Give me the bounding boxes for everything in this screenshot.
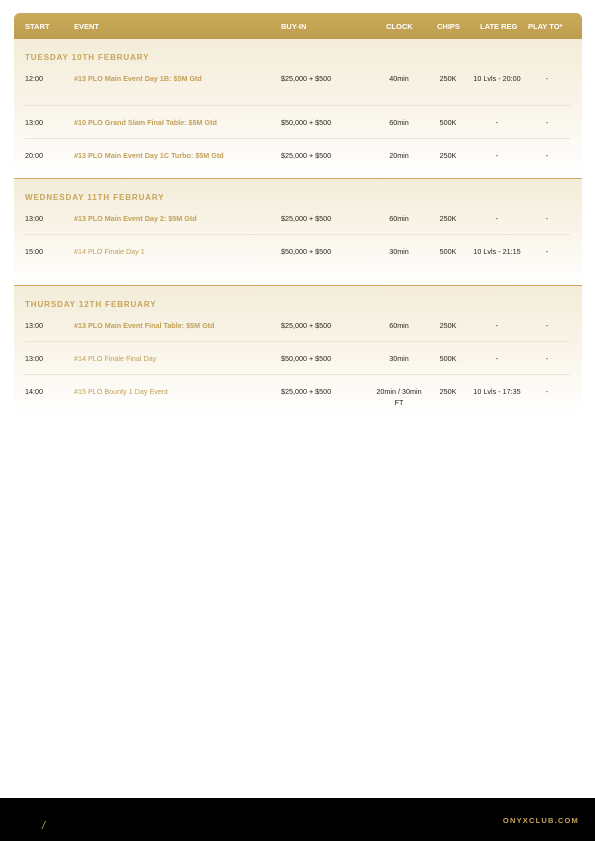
day-section bbox=[14, 286, 582, 415]
play-to: - bbox=[545, 387, 549, 396]
start-time: 13:00 bbox=[25, 321, 43, 330]
late-reg: 10 Lvls - 21:15 bbox=[473, 247, 521, 256]
event-name: #13 PLO Main Event Final Table: $5M Gtd bbox=[74, 321, 215, 330]
row-divider bbox=[25, 341, 570, 342]
late-reg: - bbox=[495, 151, 499, 160]
row-divider bbox=[25, 374, 570, 375]
clock: 40min bbox=[389, 74, 409, 83]
event-name: #13 PLO Main Event Day 1C Turbo: $5M Gtd bbox=[74, 151, 224, 160]
row-divider bbox=[25, 234, 570, 235]
chips: 250K bbox=[439, 214, 457, 223]
play-to: - bbox=[545, 118, 549, 127]
start-time: 14:00 bbox=[25, 387, 43, 396]
chips: 250K bbox=[439, 151, 457, 160]
col-play-to-header: PLAY TO* bbox=[528, 22, 563, 31]
play-to: - bbox=[545, 321, 549, 330]
buy-in: $25,000 + $500 bbox=[281, 214, 332, 223]
buy-in: $50,000 + $500 bbox=[281, 118, 332, 127]
chips: 250K bbox=[439, 74, 457, 83]
schedule-table bbox=[14, 13, 582, 415]
late-reg: - bbox=[495, 321, 499, 330]
buy-in: $50,000 + $500 bbox=[281, 247, 332, 256]
clock: 60min bbox=[389, 118, 409, 127]
event-name: #13 PLO Main Event Day 2: $5M Gtd bbox=[74, 214, 197, 223]
play-to: - bbox=[545, 151, 549, 160]
chips: 500K bbox=[439, 118, 457, 127]
event-name: #14 PLO Finale Day 1 bbox=[74, 247, 145, 256]
buy-in: $25,000 + $500 bbox=[281, 74, 332, 83]
row-divider bbox=[25, 138, 570, 139]
play-to: - bbox=[545, 247, 549, 256]
col-event-header: EVENT bbox=[74, 22, 100, 31]
clock: 20min bbox=[389, 151, 409, 160]
clock: 60min bbox=[389, 321, 409, 330]
col-late-reg-header: LATE REG bbox=[480, 22, 518, 31]
late-reg: - bbox=[495, 214, 499, 223]
play-to: - bbox=[545, 354, 549, 363]
footer-slash: / bbox=[42, 820, 46, 832]
table-header bbox=[14, 13, 582, 39]
row-divider bbox=[25, 105, 570, 106]
day-heading: TUESDAY 10TH FEBRUARY bbox=[25, 53, 150, 62]
day-heading: THURSDAY 12TH FEBRUARY bbox=[25, 300, 157, 309]
chips: 250K bbox=[439, 321, 457, 330]
start-time: 20:00 bbox=[25, 151, 43, 160]
play-to: - bbox=[545, 74, 549, 83]
start-time: 12:00 bbox=[25, 74, 43, 83]
buy-in: $25,000 + $500 bbox=[281, 321, 332, 330]
late-reg: - bbox=[495, 354, 499, 363]
start-time: 13:00 bbox=[25, 354, 43, 363]
start-time: 13:00 bbox=[25, 118, 43, 127]
late-reg: 10 Lvls - 20:00 bbox=[473, 74, 521, 83]
clock: 30min bbox=[389, 354, 409, 363]
clock: 30min bbox=[389, 247, 409, 256]
footer-bar bbox=[0, 798, 595, 841]
chips: 500K bbox=[439, 247, 457, 256]
start-time: 15:00 bbox=[25, 247, 43, 256]
play-to: - bbox=[545, 214, 549, 223]
event-name: #15 PLO Bounty 1 Day Event bbox=[74, 387, 168, 396]
start-time: 13:00 bbox=[25, 214, 43, 223]
col-chips-header: CHIPS bbox=[437, 22, 460, 31]
buy-in: $50,000 + $500 bbox=[281, 354, 332, 363]
late-reg: 10 Lvls - 17:35 bbox=[473, 387, 521, 396]
day-heading: WEDNESDAY 11TH FEBRUARY bbox=[25, 193, 165, 202]
event-name: #14 PLO Finale Final Day bbox=[74, 354, 157, 363]
late-reg: - bbox=[495, 118, 499, 127]
clock: 20min / 30min FT bbox=[376, 387, 422, 407]
footer-site-link[interactable]: ONYXCLUB.COM bbox=[502, 816, 579, 825]
col-clock-header: CLOCK bbox=[386, 22, 413, 31]
event-name: #13 PLO Main Event Day 1B: $5M Gtd bbox=[74, 74, 202, 83]
buy-in: $25,000 + $500 bbox=[281, 387, 332, 396]
chips: 250K bbox=[439, 387, 457, 396]
buy-in: $25,000 + $500 bbox=[281, 151, 332, 160]
chips: 500K bbox=[439, 354, 457, 363]
day-section bbox=[14, 39, 582, 179]
event-name: #10 PLO Grand Slam Final Table: $5M Gtd bbox=[74, 118, 217, 127]
clock: 60min bbox=[389, 214, 409, 223]
day-section bbox=[14, 179, 582, 286]
col-buyin-header: BUY-IN bbox=[281, 22, 307, 31]
col-start-header: START bbox=[25, 22, 50, 31]
